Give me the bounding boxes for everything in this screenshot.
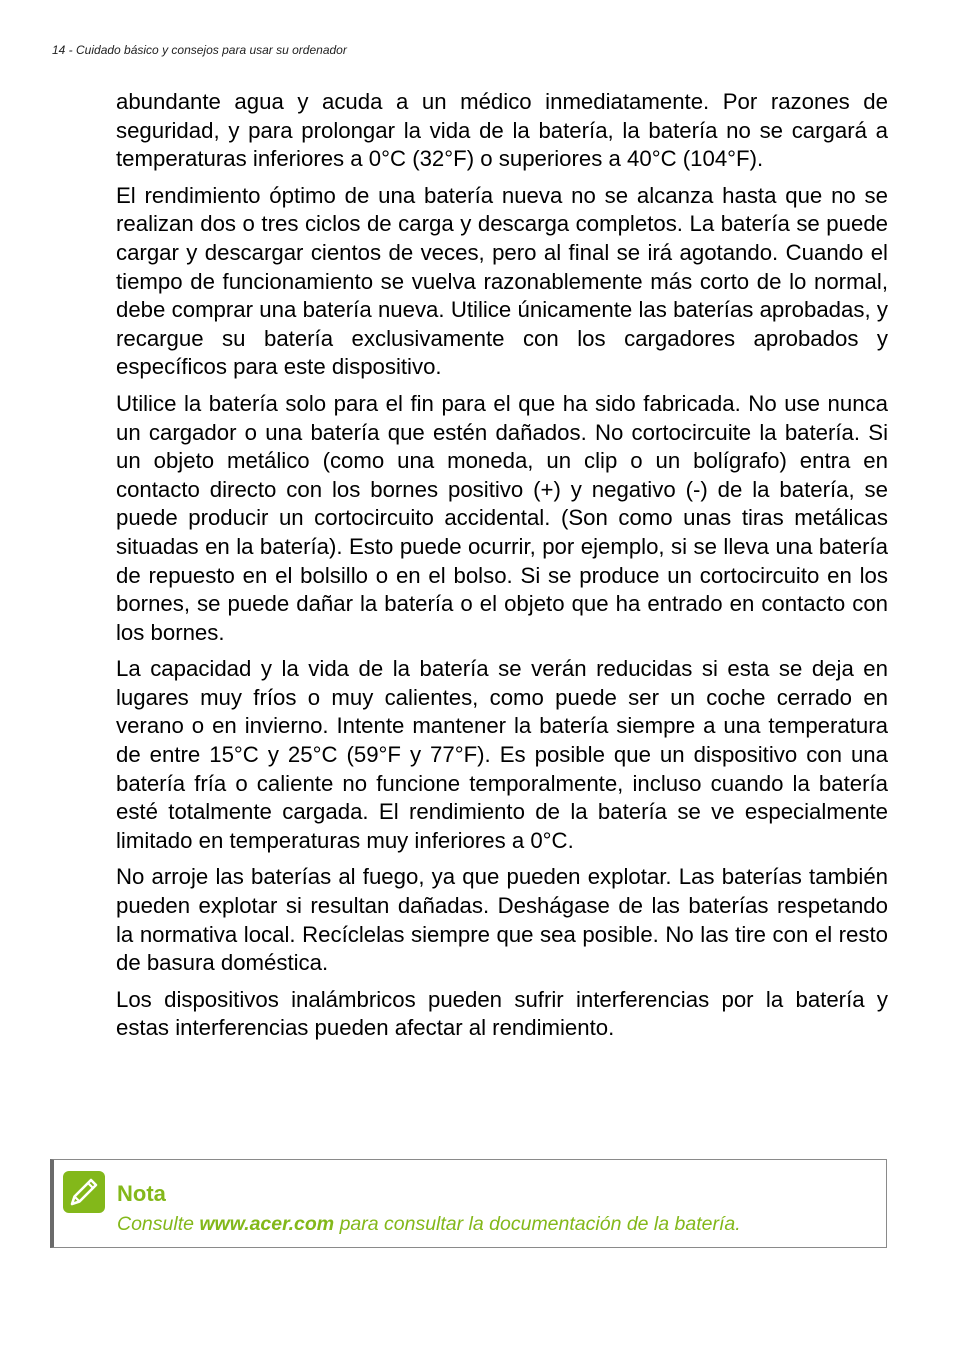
paragraph-battery-performance: El rendimiento óptimo de una batería nueva no se alcanza hasta que no se realizan dos o tres ciclos de carga y descarga completos. La batería se puede cargar y descargar cientos de veces, pero al final se irá agotando. Cuando el tiempo de funcionamiento se vuelva razonablemente más corto de lo normal, debe comprar una batería nueva. Utilice únicamente las baterías aprobadas, y recargue su batería exclusivamente con los cargadores aprobados y específicos para este dispositivo. bbox=[116, 182, 888, 380]
note-box bbox=[50, 1159, 887, 1248]
note-text-before: Consulte bbox=[117, 1213, 200, 1235]
pencil-icon bbox=[63, 1171, 105, 1213]
acer-website-link[interactable]: www.acer.com bbox=[199, 1213, 335, 1235]
note-title: Nota bbox=[117, 1181, 166, 1206]
body-text bbox=[116, 88, 888, 1051]
paragraph-battery-short-circuit: Utilice la batería solo para el fin para el que ha sido fabricada. No use nunca un cargador o una batería que estén dañados. No cortocircuite la batería. Si un objeto metálico (como una moneda, un clip o un bolígrafo) entra en contacto directo con los bornes positivo (+) y negativo (-) de la batería, se puede producir un cortocircuito accidental. (Son como unas tiras metálicas situadas en la batería). Esto puede ocurrir, por ejemplo, si se lleva una batería de repuesto en el bolsillo o en el bolso. Si se produce un cortocircuito en los bornes, se puede dañar la batería o el objeto que ha entrado en contacto con los bornes. bbox=[116, 390, 888, 645]
paragraph-battery-capacity: La capacidad y la vida de la batería se verán reducidas si esta se deja en lugares muy fríos o muy calientes, como puede ser un coche cerrado en verano o en invierno. Intente mantener la batería siempre a una temperatura de entre 15°C y 25°C (59°F y 77°F). Es posible que un dispositivo con una batería fría o caliente no funcione temporalmente, incluso cuando la batería esté totalmente cargada. El rendimiento de la batería se ve especialmente limitado en temperaturas muy inferiores a 0°C. bbox=[116, 656, 888, 853]
paragraph-battery-disposal: No arroje las baterías al fuego, ya que pueden explotar. Las baterías también pueden explotar si resultan dañadas. Deshágase de las baterías respetando la normativa local. Recíclelas siempre que sea posible. No las tire con el resto de basura doméstica. bbox=[116, 864, 888, 976]
paragraph-wireless-interference: Los dispositivos inalámbricos pueden sufrir interferencias por la batería y estas interferencias pueden afectar al rendimiento. bbox=[116, 986, 888, 1041]
note-text-after: para consultar la documentación de la batería. bbox=[334, 1213, 741, 1235]
paragraph-battery-temperature: abundante agua y acuda a un médico inmediatamente. Por razones de seguridad, y para prolongar la vida de la batería, la batería no se cargará a temperaturas inferiores a 0°C (32°F) o superiores a 40°C (104°F). bbox=[116, 89, 888, 172]
running-header: 14 - Cuidado básico y consejos para usar su ordenador bbox=[52, 43, 347, 57]
note-text bbox=[117, 1213, 741, 1236]
